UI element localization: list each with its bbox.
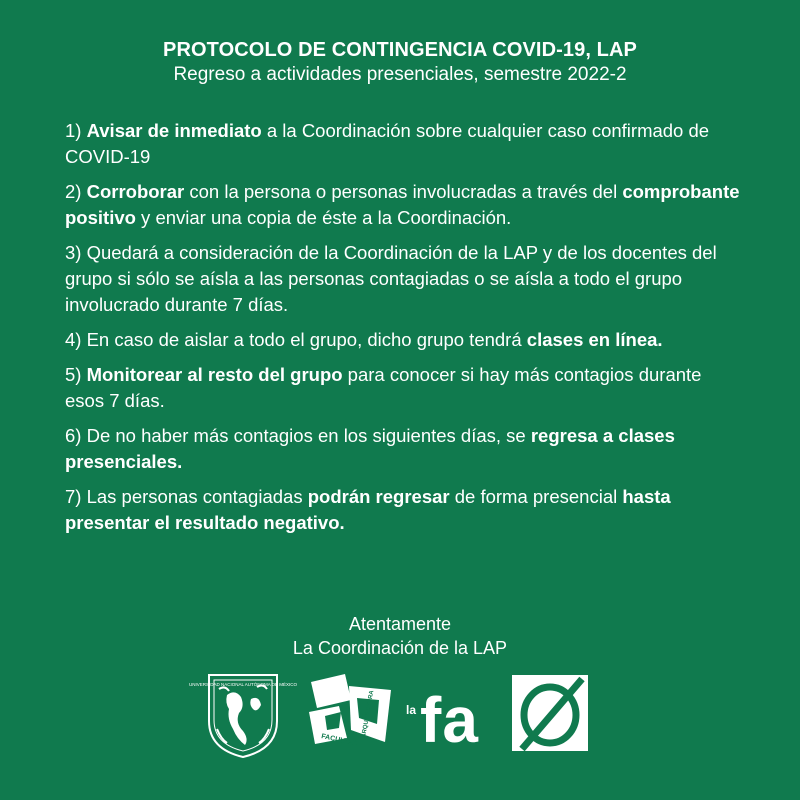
protocol-item-1: 1) Avisar de inmediato a la Coordinación sobre cualquier caso confirmado de COVID-19 [65, 120, 710, 167]
header [0, 38, 800, 87]
emphasis-text: Monitorear al resto del grupo [86, 364, 343, 385]
protocol-item-7: 7) Las personas contagiadas podrán regresar de forma presencial hasta presentar el resultado negativo. [65, 486, 671, 533]
protocol-item-5: 5) Monitorear al resto del grupo para conocer si hay más contagios durante esos 7 días. [65, 364, 702, 411]
signoff [0, 612, 800, 660]
protocol-list [65, 118, 745, 545]
unam-seal-logo [188, 669, 298, 759]
unam-seal-text: UNIVERSIDAD NACIONAL AUTÓNOMA DE MÉXICO [188, 682, 298, 687]
page-title: PROTOCOLO DE CONTINGENCIA COVID-19, LAP [163, 39, 637, 61]
arquitectura-label: ARQUITECTURA [361, 690, 376, 739]
la-small-text: la [406, 703, 417, 717]
protocol-item-3: 3) Quedará a consideración de la Coordinación de la LAP y de los docentes del grupo si sólo se aísla a las personas contagiadas o se aísla a todo el grupo involucrado durante 7 días. [65, 242, 717, 315]
facultad-label: FACULTAD [320, 733, 358, 748]
emphasis-text: regresa a clases presenciales. [65, 425, 675, 472]
protocol-item-4: 4) En caso de aislar a todo el grupo, dicho grupo tendrá clases en línea. [65, 329, 663, 350]
protocol-item-2: 2) Corroborar con la persona o personas involucradas a través del comprobante positivo y enviar una copia de éste a la Coordinación. [65, 181, 740, 228]
signoff-line2: La Coordinación de la LAP [292, 638, 508, 658]
emphasis-text: Avisar de inmediato [86, 120, 262, 141]
emphasis-text: hasta presentar el resultado negativo. [65, 486, 671, 533]
emphasis-text: podrán regresar [307, 486, 450, 507]
page-subtitle: Regreso a actividades presenciales, semestre 2022-2 [173, 64, 627, 85]
emphasis-text: comprobante positivo [65, 181, 740, 228]
fa-logo-text: fa [420, 684, 479, 756]
arquitectura-o-logo [512, 675, 588, 751]
emphasis-text: Corroborar [86, 181, 185, 202]
signoff-line1: Atentamente [348, 614, 452, 634]
emphasis-text: clases en línea. [526, 329, 663, 350]
protocol-item-6: 6) De no haber más contagios en los siguientes días, se regresa a clases presenciales. [65, 425, 675, 472]
facultad-arquitectura-logo [305, 672, 397, 754]
